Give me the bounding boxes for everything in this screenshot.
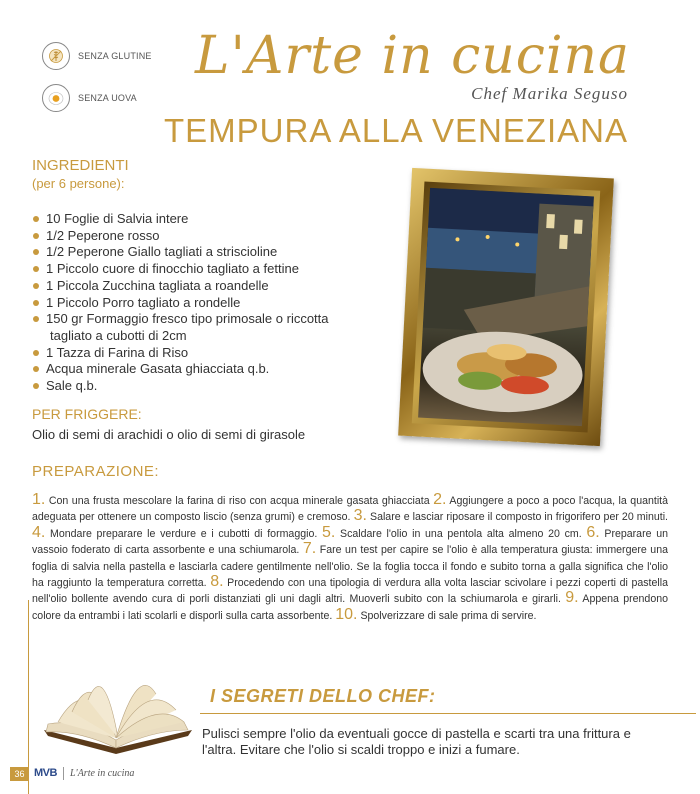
chef-secrets-text: Pulisci sempre l'olio da eventuali gocce di pastella e scarti tra una frittura e l'altra. Evitare che l'olio si scaldi troppo e inizi a fumare. — [202, 726, 631, 757]
margin-rule — [28, 600, 29, 794]
brand-title: L'Arte in cucina — [195, 26, 630, 86]
step-number: 3. — [353, 507, 367, 525]
step-text: Mondare preparare le verdure e i cubotti di formaggio. — [50, 527, 322, 540]
open-book-icon — [38, 660, 198, 755]
page-number: 36 — [10, 767, 29, 781]
step-text: Aggiungere a poco a poco l'acqua, la quantità adeguata per ottenere un composto liscio (senza grumi) e cremoso. — [32, 495, 669, 524]
ingredient-item: Acqua minerale Gasata ghiacciata q.b. — [32, 361, 362, 378]
step-number: 5. — [321, 523, 336, 541]
step-number: 7. — [302, 540, 317, 558]
ingredient-item: 1 Tazza di Farina di Riso — [32, 345, 362, 362]
section-name: L'Arte in cucina — [70, 768, 135, 779]
chef-name: Chef Marika Seguso — [471, 84, 628, 103]
frying-heading: PER FRIGGERE: — [32, 406, 142, 422]
badge-label: SENZA UOVA — [78, 93, 137, 103]
ingredient-item: 1 Piccolo cuore di finocchio tagliato a fettine — [32, 261, 362, 278]
step-number: 4. — [32, 523, 46, 541]
magazine-logo: MVB — [34, 767, 57, 779]
badge-gluten-free — [42, 42, 152, 70]
ingredients-servings: (per 6 persone): — [32, 176, 125, 191]
preparation-heading: PREPARAZIONE: — [32, 463, 160, 480]
step-text: Con una frusta mescolare la farina di riso con acqua minerale gasata ghiacciata — [48, 495, 434, 507]
divider — [63, 767, 64, 780]
ingredient-item: 10 Foglie di Salvia intere — [32, 211, 362, 228]
chef-secrets-heading: I SEGRETI DELLO CHEF: — [210, 686, 436, 706]
ingredient-item: 1 Piccolo Porro tagliato a rondelle — [32, 295, 362, 312]
step-number: 2. — [433, 491, 447, 508]
ingredient-item: 1/2 Peperone Giallo tagliati a striscioline — [32, 244, 362, 261]
step-number: 1. — [32, 491, 46, 508]
framed-photo — [398, 168, 614, 446]
badge-label: SENZA GLUTINE — [78, 51, 152, 61]
ingredient-item: 150 gr Formaggio fresco tipo primosale o riccotta — [32, 311, 362, 328]
step-number: 6. — [586, 523, 600, 541]
recipe-title: TEMPURA ALLA VENEZIANA — [164, 112, 628, 149]
step-text: Appena prendono colore da entrambi i lati scolarli e disporli sulla carta assorbente. — [32, 593, 668, 622]
wheat-icon — [42, 42, 70, 70]
frame-border — [412, 182, 600, 433]
step-text: Spolverizzare di sale prima di servire. — [360, 609, 537, 622]
preparation-text — [32, 493, 668, 624]
ingredients-list — [32, 211, 362, 395]
step-number: 9. — [565, 589, 579, 607]
step-number: 10. — [335, 605, 358, 623]
frying-text: Olio di semi di arachidi o olio di semi di girasole — [32, 427, 306, 442]
photo-venice-tempura — [418, 188, 594, 426]
step-text: Scaldare l'olio in una pentola alta almeno 20 cm. — [340, 527, 587, 540]
step-text: Preparare un vassoio foderato di carta assorbente e una schiumarola. — [32, 527, 668, 557]
ingredient-item-continued: tagliato a cubotti di 2cm — [50, 327, 187, 343]
badge-egg-free — [42, 84, 137, 112]
divider — [200, 713, 696, 714]
step-number: 8. — [210, 573, 224, 591]
step-text: Salare e lasciar riposare il composto in frigorifero per 20 minuti. — [370, 511, 668, 524]
ingredient-item: Sale q.b. — [32, 378, 362, 395]
step-text: Procedendo con una tipologia di verdura alla volta lasciar scivolare i pezzi coperti di pastella nell'olio bollente avendo cura di porli distanziati gli uni dagli altri. Muoverli subito con la schiumarola e girarli. — [32, 577, 668, 606]
ingredient-item: 1 Piccola Zucchina tagliata a roandelle — [32, 278, 362, 295]
egg-icon — [42, 84, 70, 112]
ingredients-heading: INGREDIENTI — [32, 157, 129, 174]
step-text: Fare un test per capire se l'olio è alla temperatura giusta: immergere una foglia di salvia nella pastella e lasciarla cadere gentilmente nell'olio. Se la foglia tocca il fondo e subito torna a galla significa che l'olio ha raggiunto la temperatura corretta. — [32, 544, 668, 590]
ingredient-item: 1/2 Peperone rosso — [32, 228, 362, 245]
